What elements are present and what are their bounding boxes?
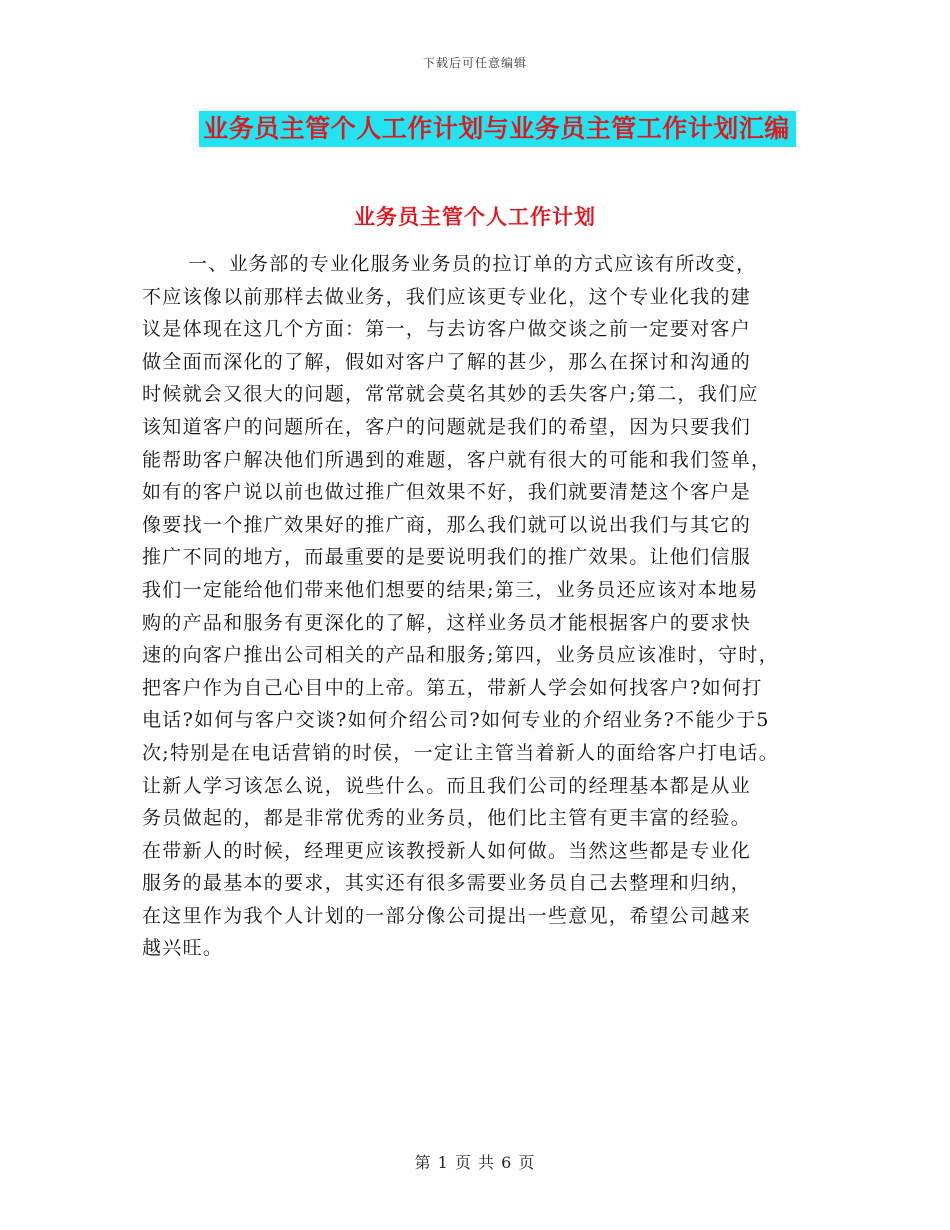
section-title: 业务员主管个人工作计划 bbox=[354, 204, 596, 229]
paragraph-line: 像要找一个推广效果好的推广商，那么我们就可以说出我们与其它的 bbox=[142, 513, 752, 536]
header-note: 下载后可任意编辑 bbox=[422, 56, 527, 70]
paragraph-line: 做全面而深化的了解，假如对客户了解的甚少，那么在探讨和沟通的 bbox=[142, 350, 752, 373]
paragraph-line: 把客户作为自己心目中的上帝。第五，带新人学会如何找客户?如何打 bbox=[142, 676, 763, 699]
paragraph-line: 议是体现在这几个方面：第一，与去访客户做交谈之前一定要对客户 bbox=[142, 318, 752, 341]
paragraph-line: 我们一定能给他们带来他们想要的结果;第三，业务员还应该对本地易 bbox=[142, 578, 759, 601]
paragraph-line: 不应该像以前那样去做业务，我们应该更专业化，这个专业化我的建 bbox=[142, 285, 752, 308]
paragraph-line: 时候就会又很大的问题，常常就会莫名其妙的丢失客户;第二，我们应 bbox=[142, 383, 759, 406]
paragraph-line: 速的向客户推出公司相关的产品和服务;第四，业务员应该准时，守时， bbox=[142, 644, 780, 667]
paragraph-line: 在带新人的时候，经理更应该教授新人如何做。当然这些都是专业化 bbox=[142, 839, 752, 862]
paragraph-line: 能帮助客户解决他们所遇到的难题，客户就有很大的可能和我们签单， bbox=[142, 448, 772, 471]
paragraph-line: 电话?如何与客户交谈?如何介绍公司?如何专业的介绍业务?不能少于5 bbox=[142, 709, 770, 732]
paragraph-line: 务员做起的，都是非常优秀的业务员，他们比主管有更丰富的经验。 bbox=[142, 807, 752, 830]
paragraph-line: 该知道客户的问题所在，客户的问题就是我们的希望，因为只要我们 bbox=[142, 415, 752, 438]
paragraph-line: 越兴旺。 bbox=[142, 937, 224, 960]
paragraph-line: 一、业务部的专业化服务业务员的拉订单的方式应该有所改变， bbox=[188, 253, 757, 275]
main-title-container bbox=[0, 111, 950, 147]
page-number: 第 1 页 共 6 页 bbox=[414, 1153, 536, 1172]
paragraph-line: 如有的客户说以前也做过推广但效果不好，我们就要清楚这个客户是 bbox=[142, 481, 752, 504]
paragraph-line: 购的产品和服务有更深化的了解，这样业务员才能根据客户的要求快 bbox=[142, 611, 752, 634]
paragraph-line: 服务的最基本的要求，其实还有很多需要业务员自己去整理和归纳， bbox=[142, 872, 752, 895]
paragraph-line: 在这里作为我个人计划的一部分像公司提出一些意见，希望公司越来 bbox=[142, 904, 752, 927]
body-paragraph bbox=[142, 248, 822, 965]
paragraph-line: 推广不同的地方，而最重要的是要说明我们的推广效果。让他们信服 bbox=[142, 546, 752, 569]
paragraph-line: 次;特别是在电话营销的时侯，一定让主管当着新人的面给客户打电话。 bbox=[142, 741, 780, 764]
paragraph-line: 让新人学习该怎么说，说些什么。而且我们公司的经理基本都是从业 bbox=[142, 774, 752, 797]
main-title: 业务员主管个人工作计划与业务员主管工作计划汇编 bbox=[199, 111, 796, 147]
